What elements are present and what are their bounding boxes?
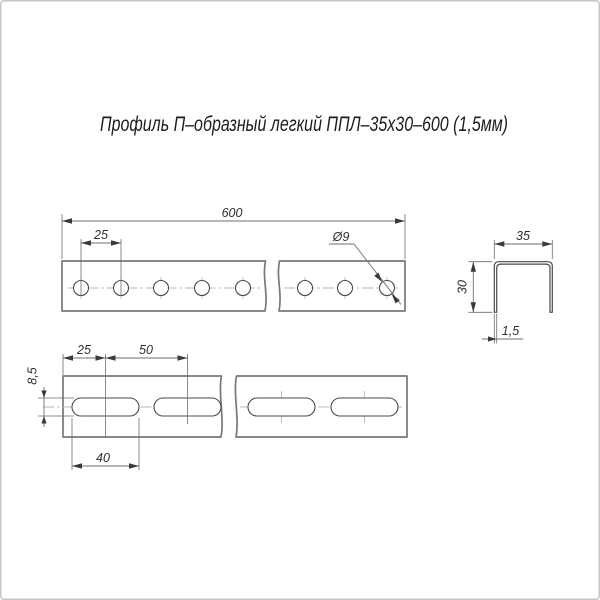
dimension-label-slot-length: 40 <box>96 451 110 465</box>
hole <box>154 281 169 296</box>
slot <box>248 398 315 416</box>
dimension-label-slot-pitch: 50 <box>139 343 153 357</box>
dimension-wall-thickness <box>482 314 523 344</box>
dimension-length <box>62 206 405 259</box>
dimension-label-hole-diameter: Ø9 <box>332 230 350 244</box>
drawing-title: Профиль П–образный легкий ППЛ–35х30–600 (1,5мм) <box>100 113 508 136</box>
dimension-arrowhead <box>41 416 46 424</box>
top-view <box>62 206 405 311</box>
slotted-holes <box>72 398 398 416</box>
dimension-label-wall-thickness: 1,5 <box>501 324 520 338</box>
u-profile-outline <box>494 262 552 313</box>
hole <box>236 281 251 296</box>
dimension-arrowhead <box>41 391 46 399</box>
hole <box>338 281 353 296</box>
section-view <box>456 229 553 344</box>
dimension-label-profile-height: 30 <box>455 280 470 294</box>
dimension-profile-width <box>494 229 552 259</box>
dimension-label-profile-width: 35 <box>516 229 530 243</box>
dimension-label-slot-height: 8,5 <box>25 367 40 385</box>
dimension-label-length: 600 <box>221 206 243 220</box>
dimension-profile-height <box>456 262 493 313</box>
hole <box>298 281 313 296</box>
dimension-label-edge-offset: 25 <box>77 343 91 357</box>
side-view <box>26 343 408 470</box>
dimension-arrowhead <box>488 336 497 341</box>
hole <box>195 281 210 296</box>
slot <box>331 398 398 416</box>
dimension-label-hole-pitch: 25 <box>94 228 108 242</box>
